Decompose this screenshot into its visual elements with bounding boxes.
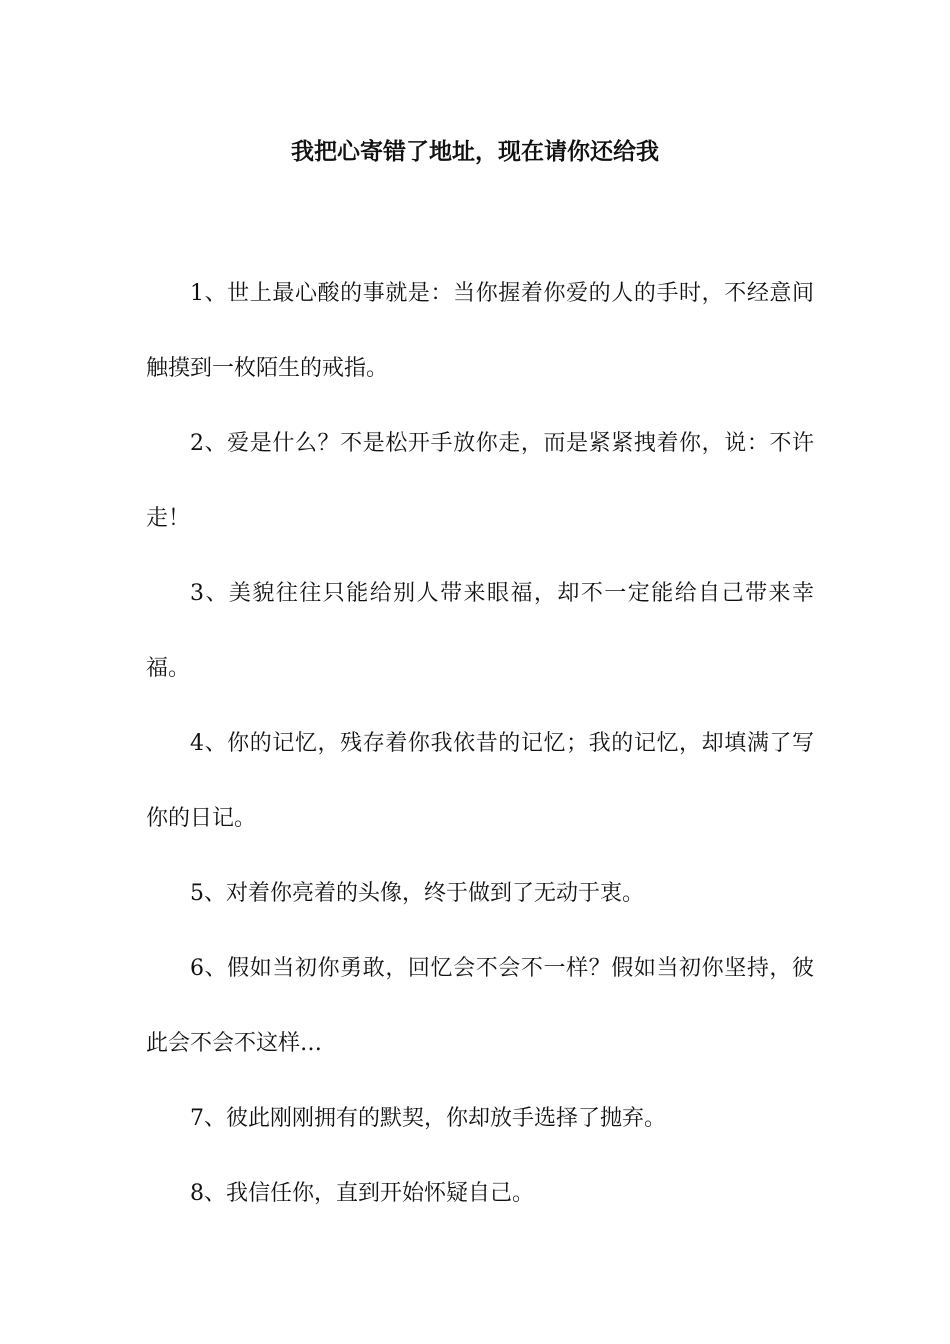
quote-paragraph: 4、你的记忆，残存着你我依昔的记忆；我的记忆，却填满了写你的日记。 <box>146 731 814 831</box>
quote-paragraph: 8、我信任你，直到开始怀疑自己。 <box>190 1181 534 1206</box>
quote-paragraph: 2、爱是什么？不是松开手放你走，而是紧紧拽着你，说：不许走！ <box>146 431 814 531</box>
document-title: 我把心寄错了地址，现在请你还给我 <box>291 138 659 165</box>
quote-paragraph: 1、世上最心酸的事就是：当你握着你爱的人的手时，不经意间触摸到一枚陌生的戒指。 <box>146 281 814 381</box>
quote-paragraph: 3、美貌往往只能给别人带来眼福，却不一定能给自己带来幸福。 <box>146 581 814 681</box>
quote-paragraph: 7、彼此刚刚拥有的默契，你却放手选择了抛弃。 <box>190 1106 666 1131</box>
quote-list <box>146 256 814 1231</box>
quote-paragraph: 5、对着你亮着的头像，终于做到了无动于衷。 <box>190 881 644 906</box>
quote-paragraph: 6、假如当初你勇敢，回忆会不会不一样？假如当初你坚持，彼此会不会不这样… <box>146 956 814 1056</box>
